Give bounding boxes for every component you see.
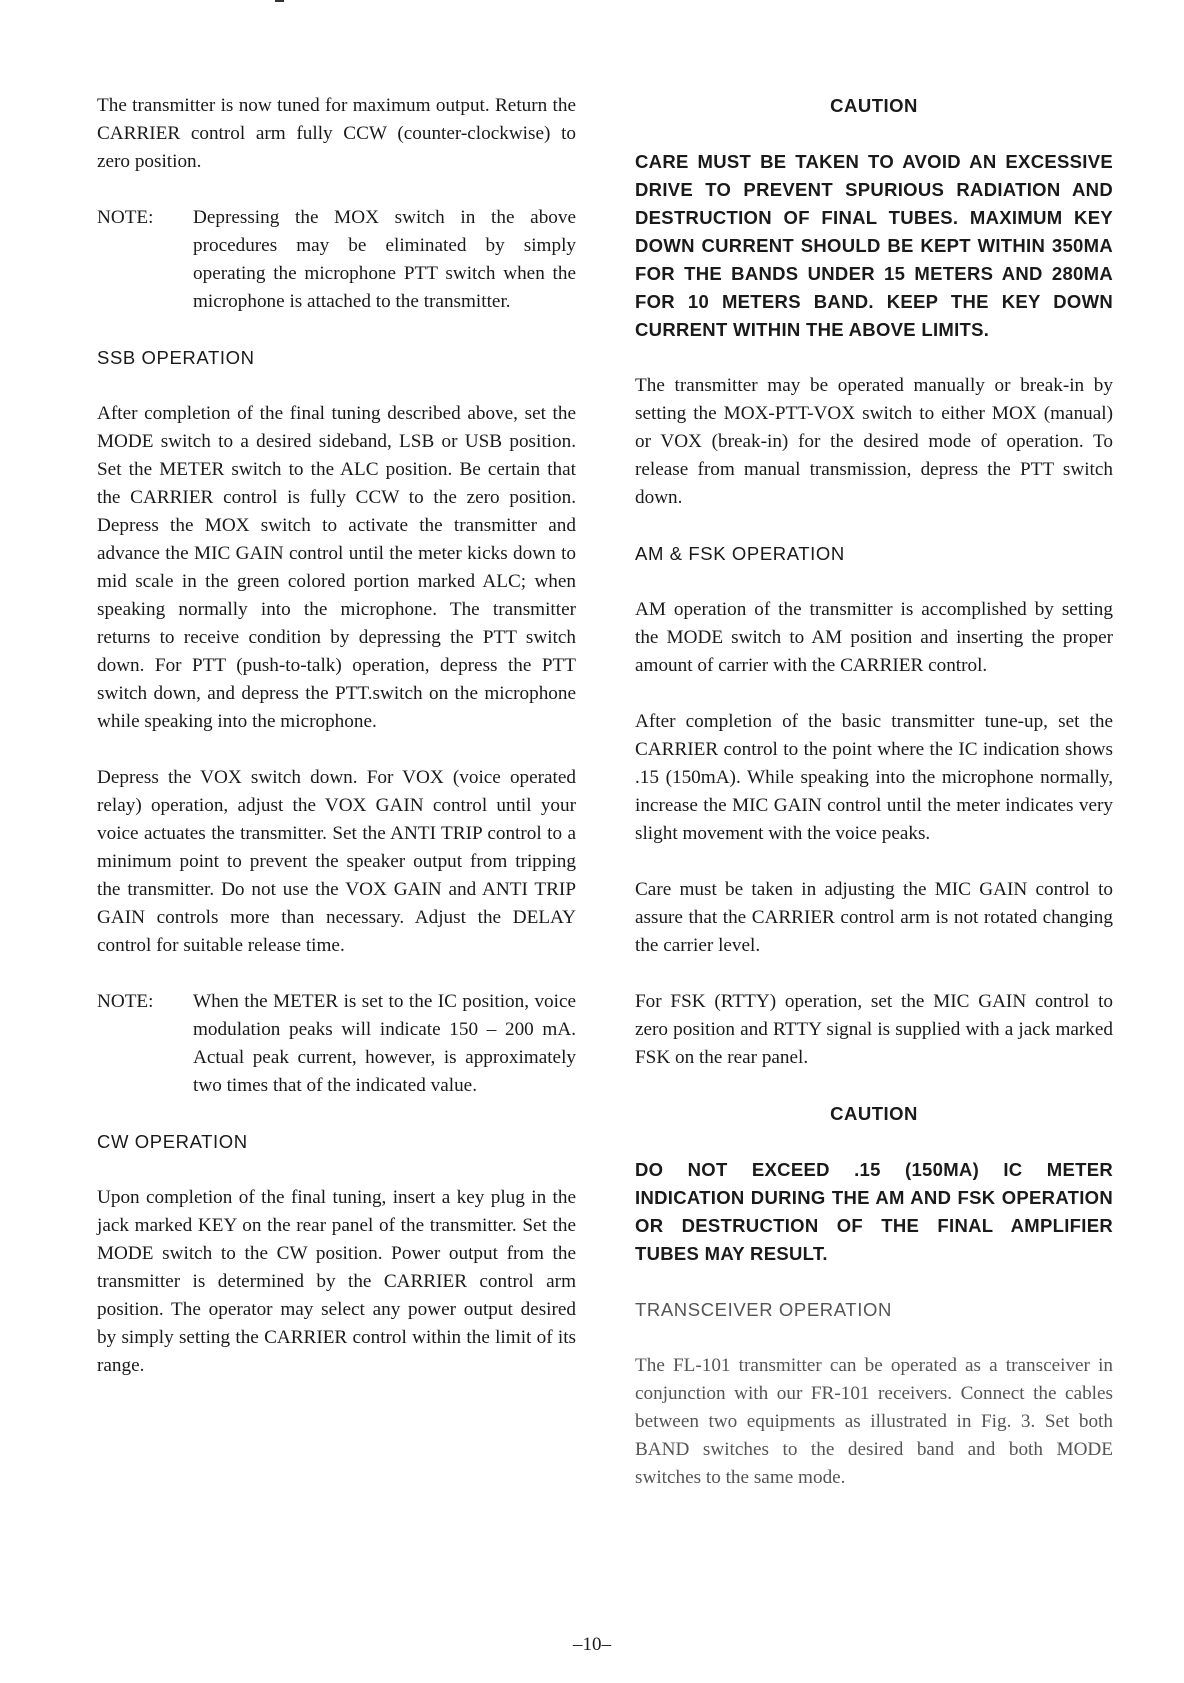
mox-note bbox=[97, 204, 576, 316]
meter-note bbox=[97, 988, 576, 1100]
scan-mark bbox=[275, 0, 284, 2]
note-label: NOTE: bbox=[97, 207, 154, 228]
transceiver-paragraph: The FL-101 transmitter can be operated as a transceiver in conjunction with our FR-101 receivers. Connect the cables between two equipments as illustrated in Fig. 3. Set both BAND switches to the desired band and both MODE switches to the same mode. bbox=[635, 1355, 1113, 1488]
right-column bbox=[635, 92, 1113, 1520]
transceiver-operation-heading: TRANSCEIVER OPERATION bbox=[635, 1299, 892, 1320]
ssb-paragraph: After completion of the final tuning described above, set the MODE switch to a desired sideband, LSB or USB position. Set the METER switch to the ALC position. Be certain that the CARRIER control is fully CCW to the zero position. Depress the MOX switch to activate the transmitter and advance the MIC GAIN control until the meter kicks down to mid scale in the green colored portion marked ALC; when speaking normally into the microphone. The transmitter returns to receive condition by depressing the PTT switch down. For PTT (push-to-talk) operation, depress the PTT switch down, and depress the PTT.switch on the microphone while speaking into the microphone. bbox=[97, 403, 576, 732]
note-text: When the METER is set to the IC position, voice modulation peaks will indicate 150 – 200 mA. Actual peak current, however, is approximately two times that of the indicated value. bbox=[193, 991, 576, 1096]
mic-gain-paragraph: Care must be taken in adjusting the MIC GAIN control to assure that the CARRIER control arm is not rotated changing the carrier level. bbox=[635, 879, 1113, 956]
page-number: –10– bbox=[573, 1634, 611, 1655]
am-paragraph: AM operation of the transmitter is accomplished by setting the MODE switch to AM position and inserting the proper amount of carrier with the CARRIER control. bbox=[635, 599, 1113, 676]
manual-breakin-paragraph: The transmitter may be operated manually or break-in by setting the MOX-PTT-VOX switch to either MOX (manual) or VOX (break-in) for the desired mode of operation. To release from manual transmission, depress the PTT switch down. bbox=[635, 375, 1113, 508]
am-fsk-operation-heading: AM & FSK OPERATION bbox=[635, 543, 845, 564]
caution-body: CARE MUST BE TAKEN TO AVOID AN EXCESSIVE DRIVE TO PREVENT SPURIOUS RADIATION AND DESTRUCTION OF FINAL TUBES. MAXIMUM KEY DOWN CURRENT SHOULD BE KEPT WITHIN 350MA FOR THE BANDS UNDER 15 METERS AND 280MA FOR 10 METERS BAND. KEEP THE KEY DOWN CURRENT WITHIN THE ABOVE LIMITS. bbox=[635, 151, 1113, 340]
cw-operation-heading: CW OPERATION bbox=[97, 1131, 248, 1152]
fsk-paragraph: For FSK (RTTY) operation, set the MIC GAIN control to zero position and RTTY signal is supplied with a jack marked FSK on the rear panel. bbox=[635, 991, 1113, 1068]
left-column bbox=[97, 92, 576, 1408]
note-text: Depressing the MOX switch in the above procedures may be eliminated by simply operating the microphone PTT switch when the microphone is attached to the transmitter. bbox=[193, 207, 576, 312]
cw-paragraph: Upon completion of the final tuning, insert a key plug in the jack marked KEY on the rear panel of the transmitter. Set the MODE switch to the CW position. Power output from the transmitter is determined by the CARRIER control arm position. The operator may select any power output desired by simply setting the CARRIER control within the limit of its range. bbox=[97, 1187, 576, 1376]
caution-title: CAUTION bbox=[830, 1103, 918, 1124]
tuning-paragraph: The transmitter is now tuned for maximum output. Return the CARRIER control arm fully CCW (counter-clockwise) to zero position. bbox=[97, 95, 576, 172]
caution-body: DO NOT EXCEED .15 (150MA) IC METER INDICATION DURING THE AM AND FSK OPERATION OR DESTRUCTION OF THE FINAL AMPLIFIER TUBES MAY RESULT. bbox=[635, 1159, 1113, 1264]
vox-paragraph: Depress the VOX switch down. For VOX (voice operated relay) operation, adjust the VOX GAIN control until your voice actuates the transmitter. Set the ANTI TRIP control to a minimum point to prevent the speaker output from tripping the transmitter. Do not use the VOX GAIN and ANTI TRIP GAIN controls more than necessary. Adjust the DELAY control for suitable release time. bbox=[97, 767, 576, 956]
note-label: NOTE: bbox=[97, 991, 154, 1012]
ssb-operation-heading: SSB OPERATION bbox=[97, 347, 255, 368]
caution-title: CAUTION bbox=[830, 95, 918, 116]
am-tuneup-paragraph: After completion of the basic transmitter tune-up, set the CARRIER control to the point where the IC indication shows .15 (150mA). While speaking into the microphone normally, increase the MIC GAIN control until the meter indicates very slight movement with the voice peaks. bbox=[635, 711, 1113, 844]
